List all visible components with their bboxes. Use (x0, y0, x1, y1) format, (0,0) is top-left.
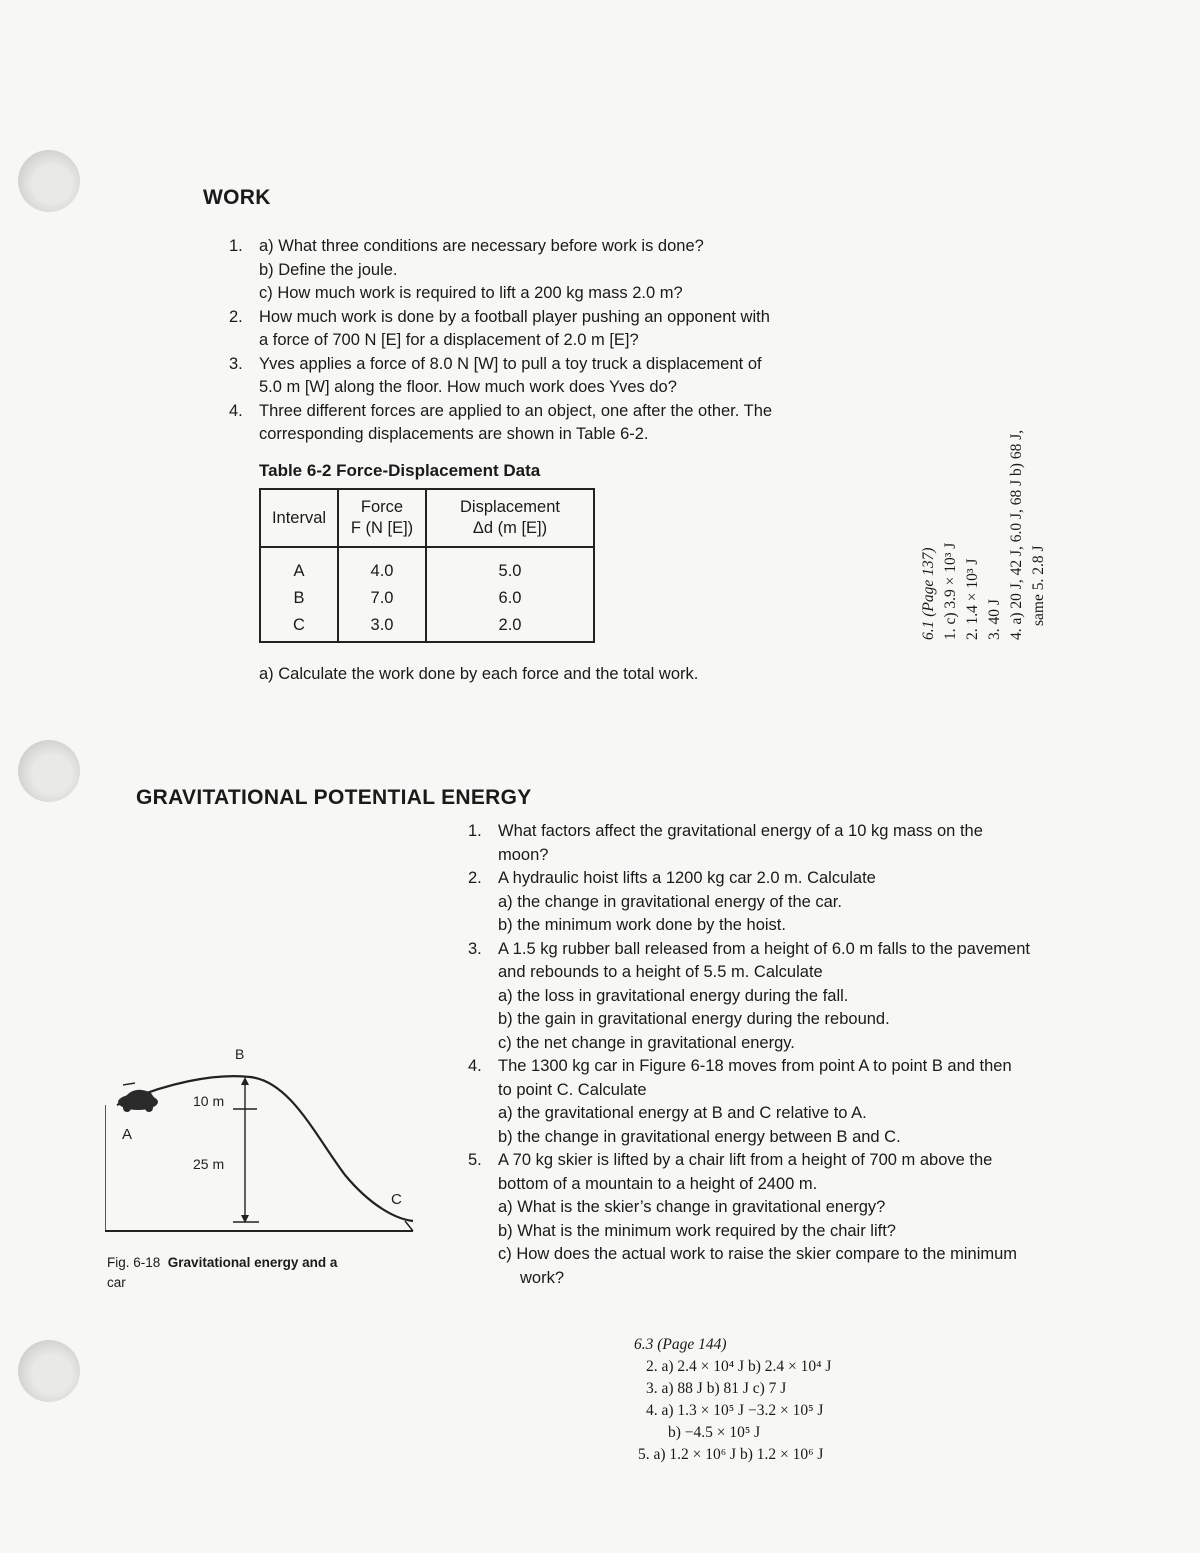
answer-line: 4. a) 20 J, 42 J, 6.0 J, 68 J b) 68 J, (1008, 429, 1025, 640)
question-number: 2. (229, 307, 243, 326)
question-text: work? (520, 1268, 565, 1287)
question-number: 1. (468, 822, 482, 840)
table-cell: 7.0 (338, 585, 426, 612)
work-question-4a: a) Calculate the work done by each force and the total work. (259, 665, 699, 683)
answer-line: 2. 1.4 × 10³ J (964, 558, 981, 640)
question-text: The 1300 kg car in Figure 6-18 moves from point A to point B and then (498, 1057, 1012, 1075)
gpe-question-4 (468, 1055, 1030, 1149)
question-text: bottom of a mountain to a height of 2400 m. (498, 1174, 818, 1193)
figure-caption (107, 1253, 407, 1293)
table-row (260, 547, 594, 585)
figure-caption-line: car (107, 1275, 126, 1290)
table-cell: 2.0 (426, 612, 594, 642)
work-question-3 (229, 353, 772, 400)
question-number: 1. (229, 237, 243, 255)
work-question-2 (229, 306, 772, 353)
table-cell: C (260, 612, 338, 642)
table-caption: Table 6-2 Force-Displacement Data (259, 461, 541, 480)
question-text: a force of 700 N [E] for a displacement of 2.0 m [E]? (259, 331, 639, 349)
table-header-cell: Force F (N [E]) (338, 489, 426, 547)
question-text: Three different forces are applied to an object, one after the other. The (259, 401, 773, 420)
force-displacement-table (259, 488, 595, 643)
answer-line: 2. a) 2.4 × 10⁴ J b) 2.4 × 10⁴ J (646, 1358, 832, 1375)
question-number: 3. (468, 939, 482, 958)
question-text: moon? (498, 845, 549, 864)
table-header-cell: Interval (260, 489, 338, 547)
question-number: 5. (468, 1151, 482, 1169)
table-cell: 5.0 (426, 547, 594, 585)
work-question-1 (229, 235, 772, 306)
gpe-question-2 (468, 867, 1030, 938)
question-text: b) Define the joule. (259, 260, 398, 279)
label-b: B (235, 1046, 245, 1062)
table-row (260, 612, 594, 642)
answers-6-1 (918, 430, 1050, 640)
gpe-questions (468, 820, 1030, 1290)
question-text: a) What is the skier’s change in gravitational energy? (498, 1198, 886, 1216)
question-text: How much work is done by a football player pushing an opponent with (259, 307, 770, 326)
question-text: A 1.5 kg rubber ball released from a height of 6.0 m falls to the pavement (498, 939, 1030, 958)
question-text: c) How much work is required to lift a 200 kg mass 2.0 m? (259, 284, 683, 302)
question-number: 4. (229, 401, 243, 420)
dimension-10m: 10 m (193, 1093, 225, 1109)
work-question-4 (229, 400, 772, 447)
question-text: a) the gravitational energy at B and C relative to A. (498, 1104, 867, 1122)
question-text: A 70 kg skier is lifted by a chair lift from a height of 700 m above the (498, 1151, 993, 1169)
gpe-heading: GRAVITATIONAL POTENTIAL ENERGY (136, 786, 532, 809)
table-cell: 4.0 (338, 547, 426, 585)
binder-hole-bottom (18, 1340, 80, 1402)
answers-6-3 (634, 1334, 831, 1466)
answer-line: 3. a) 88 J b) 81 J c) 7 J (646, 1380, 787, 1397)
question-text: c) How does the actual work to raise the skier compare to the minimum (498, 1245, 1018, 1263)
answers-title: 6.3 (Page 144) (634, 1336, 727, 1353)
question-text: a) What three conditions are necessary before work is done? (259, 237, 704, 255)
figure-caption-line (107, 1253, 407, 1273)
question-text: b) the minimum work done by the hoist. (498, 916, 786, 934)
question-text: b) the change in gravitational energy between B and C. (498, 1127, 901, 1146)
figure-number: Fig. 6-18 (107, 1255, 161, 1270)
work-questions (229, 235, 772, 447)
arrow-head-top (241, 1077, 249, 1085)
question-number: 2. (468, 869, 482, 887)
hill-figure (105, 1045, 425, 1235)
answer-line: 5. a) 1.2 × 10⁶ J b) 1.2 × 10⁶ J (638, 1446, 824, 1463)
answer-line: 4. a) 1.3 × 10⁵ J −3.2 × 10⁵ J (646, 1402, 824, 1419)
gpe-question-5 (468, 1149, 1030, 1290)
label-a: A (122, 1126, 133, 1143)
question-text: b) What is the minimum work required by the chair lift? (498, 1221, 896, 1240)
table-cell: A (260, 547, 338, 585)
question-text: Yves applies a force of 8.0 N [W] to pull a toy truck a displacement of (259, 354, 762, 373)
table-header-cell: Displacement Δd (m [E]) (426, 489, 594, 547)
table-cell: B (260, 585, 338, 612)
answers-title: 6.1 (Page 137) (920, 547, 937, 640)
question-text: b) the gain in gravitational energy during the rebound. (498, 1010, 890, 1028)
question-text: a) the loss in gravitational energy during the fall. (498, 986, 849, 1005)
binder-hole-middle (18, 740, 80, 802)
question-number: 4. (468, 1057, 482, 1075)
question-number: 3. (229, 354, 243, 373)
table-cell: 6.0 (426, 585, 594, 612)
figure-title: Gravitational energy and a (167, 1255, 338, 1270)
label-c: C (391, 1191, 402, 1208)
question-text: and rebounds to a height of 5.5 m. Calculate (498, 963, 823, 981)
question-text: to point C. Calculate (498, 1080, 647, 1099)
gpe-question-3 (468, 938, 1030, 1056)
ground-step (405, 1221, 413, 1231)
question-text: corresponding displacements are shown in Table 6-2. (259, 425, 649, 443)
gpe-question-1 (468, 820, 1030, 867)
question-text: a) the change in gravitational energy of the car. (498, 892, 842, 911)
table-cell: 3.0 (338, 612, 426, 642)
question-text: 5.0 m [W] along the floor. How much work does Yves do? (259, 378, 677, 396)
answer-line: 3. 40 J (986, 599, 1003, 640)
table-header-row (260, 489, 594, 547)
question-text: What factors affect the gravitational energy of a 10 kg mass on the (498, 822, 983, 840)
car-icon (118, 1083, 158, 1112)
hill-curve (117, 1076, 413, 1221)
question-text: A hydraulic hoist lifts a 1200 kg car 2.0 m. Calculate (498, 869, 876, 887)
table-row (260, 585, 594, 612)
answer-line: same 5. 2.8 J (1030, 545, 1047, 626)
binder-hole-top (18, 150, 80, 212)
answer-line: 1. c) 3.9 × 10³ J (942, 542, 959, 640)
answer-line: b) −4.5 × 10⁵ J (668, 1424, 761, 1441)
dimension-25m: 25 m (193, 1156, 225, 1172)
work-heading: WORK (203, 186, 271, 209)
question-text: c) the net change in gravitational energy. (498, 1033, 795, 1052)
